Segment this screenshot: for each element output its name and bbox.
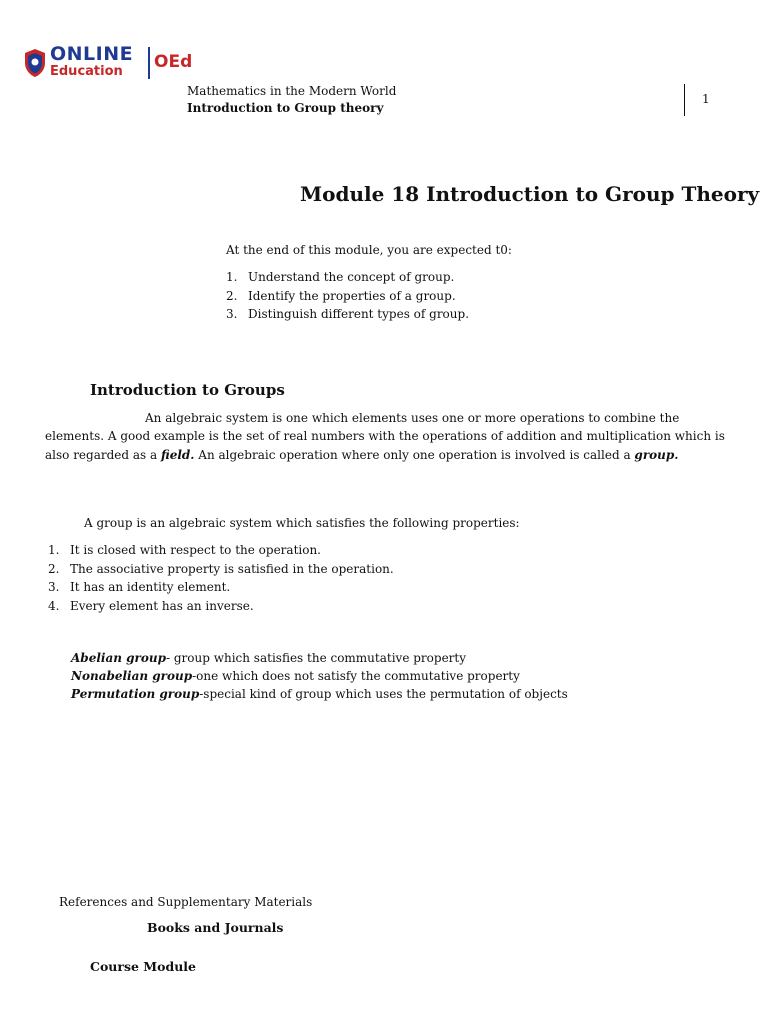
objectives-intro: At the end of this module, you are expected t0: bbox=[226, 243, 512, 257]
logo-education-text: Education bbox=[50, 64, 123, 79]
module-title: Module 18 Introduction to Group Theory bbox=[300, 182, 760, 206]
page-number-divider bbox=[684, 84, 685, 116]
property-item: 2. The associative property is satisfied in the operation. bbox=[48, 561, 394, 576]
header-topic: Introduction to Group theory bbox=[187, 101, 384, 115]
group-definition-intro: A group is an algebraic system which satisfies the following properties: bbox=[84, 516, 520, 530]
objectives-list bbox=[226, 268, 469, 324]
logo-oed-text: OEd bbox=[154, 52, 193, 72]
property-item: 4. Every element has an inverse. bbox=[48, 598, 254, 613]
section-title: Introduction to Groups bbox=[90, 381, 285, 399]
intro-paragraph: An algebraic system is one which elements uses one or more operations to combine the elements. A good example is the set of real numbers with the operations of addition and multiplication which is also regarded as a field. An algebraic operation where only one operation is involved is called a group. bbox=[45, 411, 725, 462]
references-title: References and Supplementary Materials bbox=[59, 895, 313, 909]
header-course: Mathematics in the Modern World bbox=[187, 84, 397, 98]
page-number: 1 bbox=[702, 92, 710, 106]
shield-logo-icon bbox=[24, 48, 46, 78]
property-item: 3. It has an identity element. bbox=[48, 580, 231, 594]
definition-nonabelian: Nonabelian group-one which does not satisfy the commutative property bbox=[71, 669, 520, 683]
group-properties-list bbox=[48, 541, 394, 615]
logo-online-text: ONLINE bbox=[50, 43, 134, 65]
books-journals-heading: Books and Journals bbox=[147, 920, 284, 935]
objective-item: 3. Distinguish different types of group. bbox=[226, 307, 470, 321]
definition-permutation: Permutation group-special kind of group which uses the permutation of objects bbox=[71, 687, 568, 701]
objective-item: 2. Identify the properties of a group. bbox=[226, 288, 456, 303]
course-module-heading: Course Module bbox=[90, 959, 197, 974]
field-term: field. bbox=[160, 447, 195, 462]
definition-abelian: Abelian group- group which satisfies the commutative property bbox=[71, 651, 467, 665]
property-item: 1. It is closed with respect to the operation. bbox=[48, 543, 321, 557]
online-education-logo bbox=[22, 43, 193, 88]
logo-divider bbox=[148, 47, 150, 79]
group-term: group. bbox=[634, 447, 679, 462]
objective-item: 1. Understand the concept of group. bbox=[226, 270, 455, 284]
